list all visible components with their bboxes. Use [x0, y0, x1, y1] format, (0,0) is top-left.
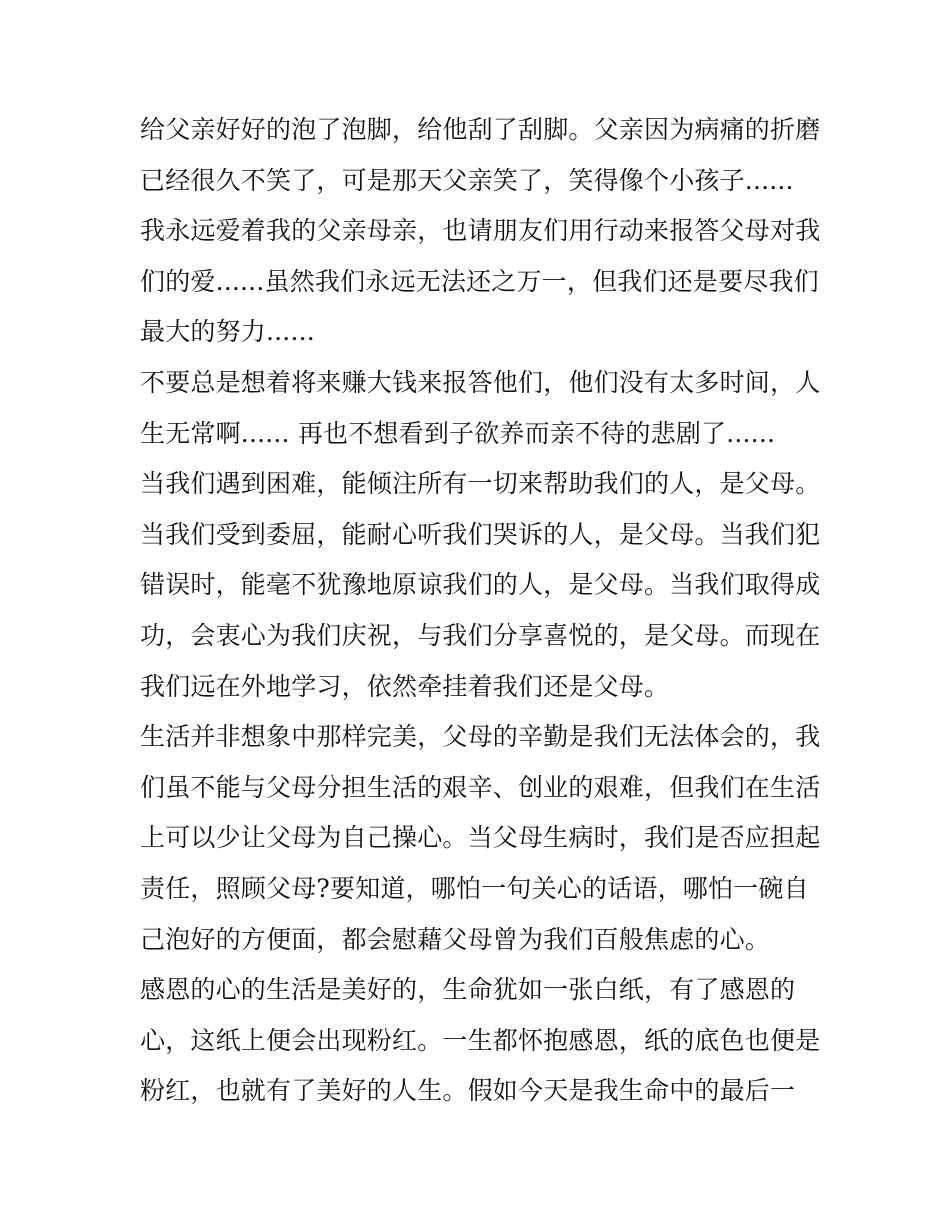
text-line: 最大的努力......	[140, 317, 315, 347]
text-line: 己泡好的方便面，都会慰藉父母曾为我们百般焦虑的心。	[140, 924, 771, 954]
text-line: 责任，照顾父母?要知道，哪怕一句关心的话语，哪怕一碗自	[140, 873, 809, 903]
text-line: 给父亲好好的泡了泡脚，给他刮了刮脚。父亲因为病痛的折磨	[140, 115, 821, 144]
text-line: 上可以少让父母为自己操心。当父母生病时，我们是否应担起	[140, 823, 821, 853]
text-line: 心，这纸上便会出现粉红。一生都怀抱感恩，纸的底色也便是	[140, 1025, 821, 1055]
text-line: 当我们遇到困难，能倾注所有一切来帮助我们的人，是父母。	[140, 469, 821, 499]
text-line: 我们远在外地学习，依然牵挂着我们还是父母。	[140, 671, 670, 701]
body-text	[140, 105, 820, 1117]
text-line: 们虽不能与父母分担生活的艰辛、创业的艰难，但我们在生活	[140, 772, 821, 802]
text-line: 我永远爱着我的父亲母亲，也请朋友们用行动来报答父母对我	[140, 216, 821, 246]
text-line: 们的爱......虽然我们永远无法还之万一，但我们还是要尽我们	[140, 266, 819, 296]
text-line: 生活并非想象中那样完美，父母的辛勤是我们无法体会的，我	[140, 722, 821, 752]
text-line: 已经很久不笑了，可是那天父亲笑了，笑得像个小孩子......	[140, 165, 794, 195]
text-line: 生无常啊...... 再也不想看到子欲养而亲不待的悲剧了......	[140, 418, 776, 448]
text-line: 不要总是想着将来赚大钱来报答他们，他们没有太多时间，人	[140, 367, 821, 397]
text-line: 功，会衷心为我们庆祝，与我们分享喜悦的，是父母。而现在	[140, 620, 821, 650]
text-line: 粉红，也就有了美好的人生。假如今天是我生命中的最后一	[140, 1076, 796, 1106]
text-line: 当我们受到委屈，能耐心听我们哭诉的人，是父母。当我们犯	[140, 519, 821, 549]
text-line: 感恩的心的生活是美好的，生命犹如一张白纸，有了感恩的	[140, 975, 796, 1005]
text-line: 错误时，能毫不犹豫地原谅我们的人，是父母。当我们取得成	[140, 570, 821, 600]
